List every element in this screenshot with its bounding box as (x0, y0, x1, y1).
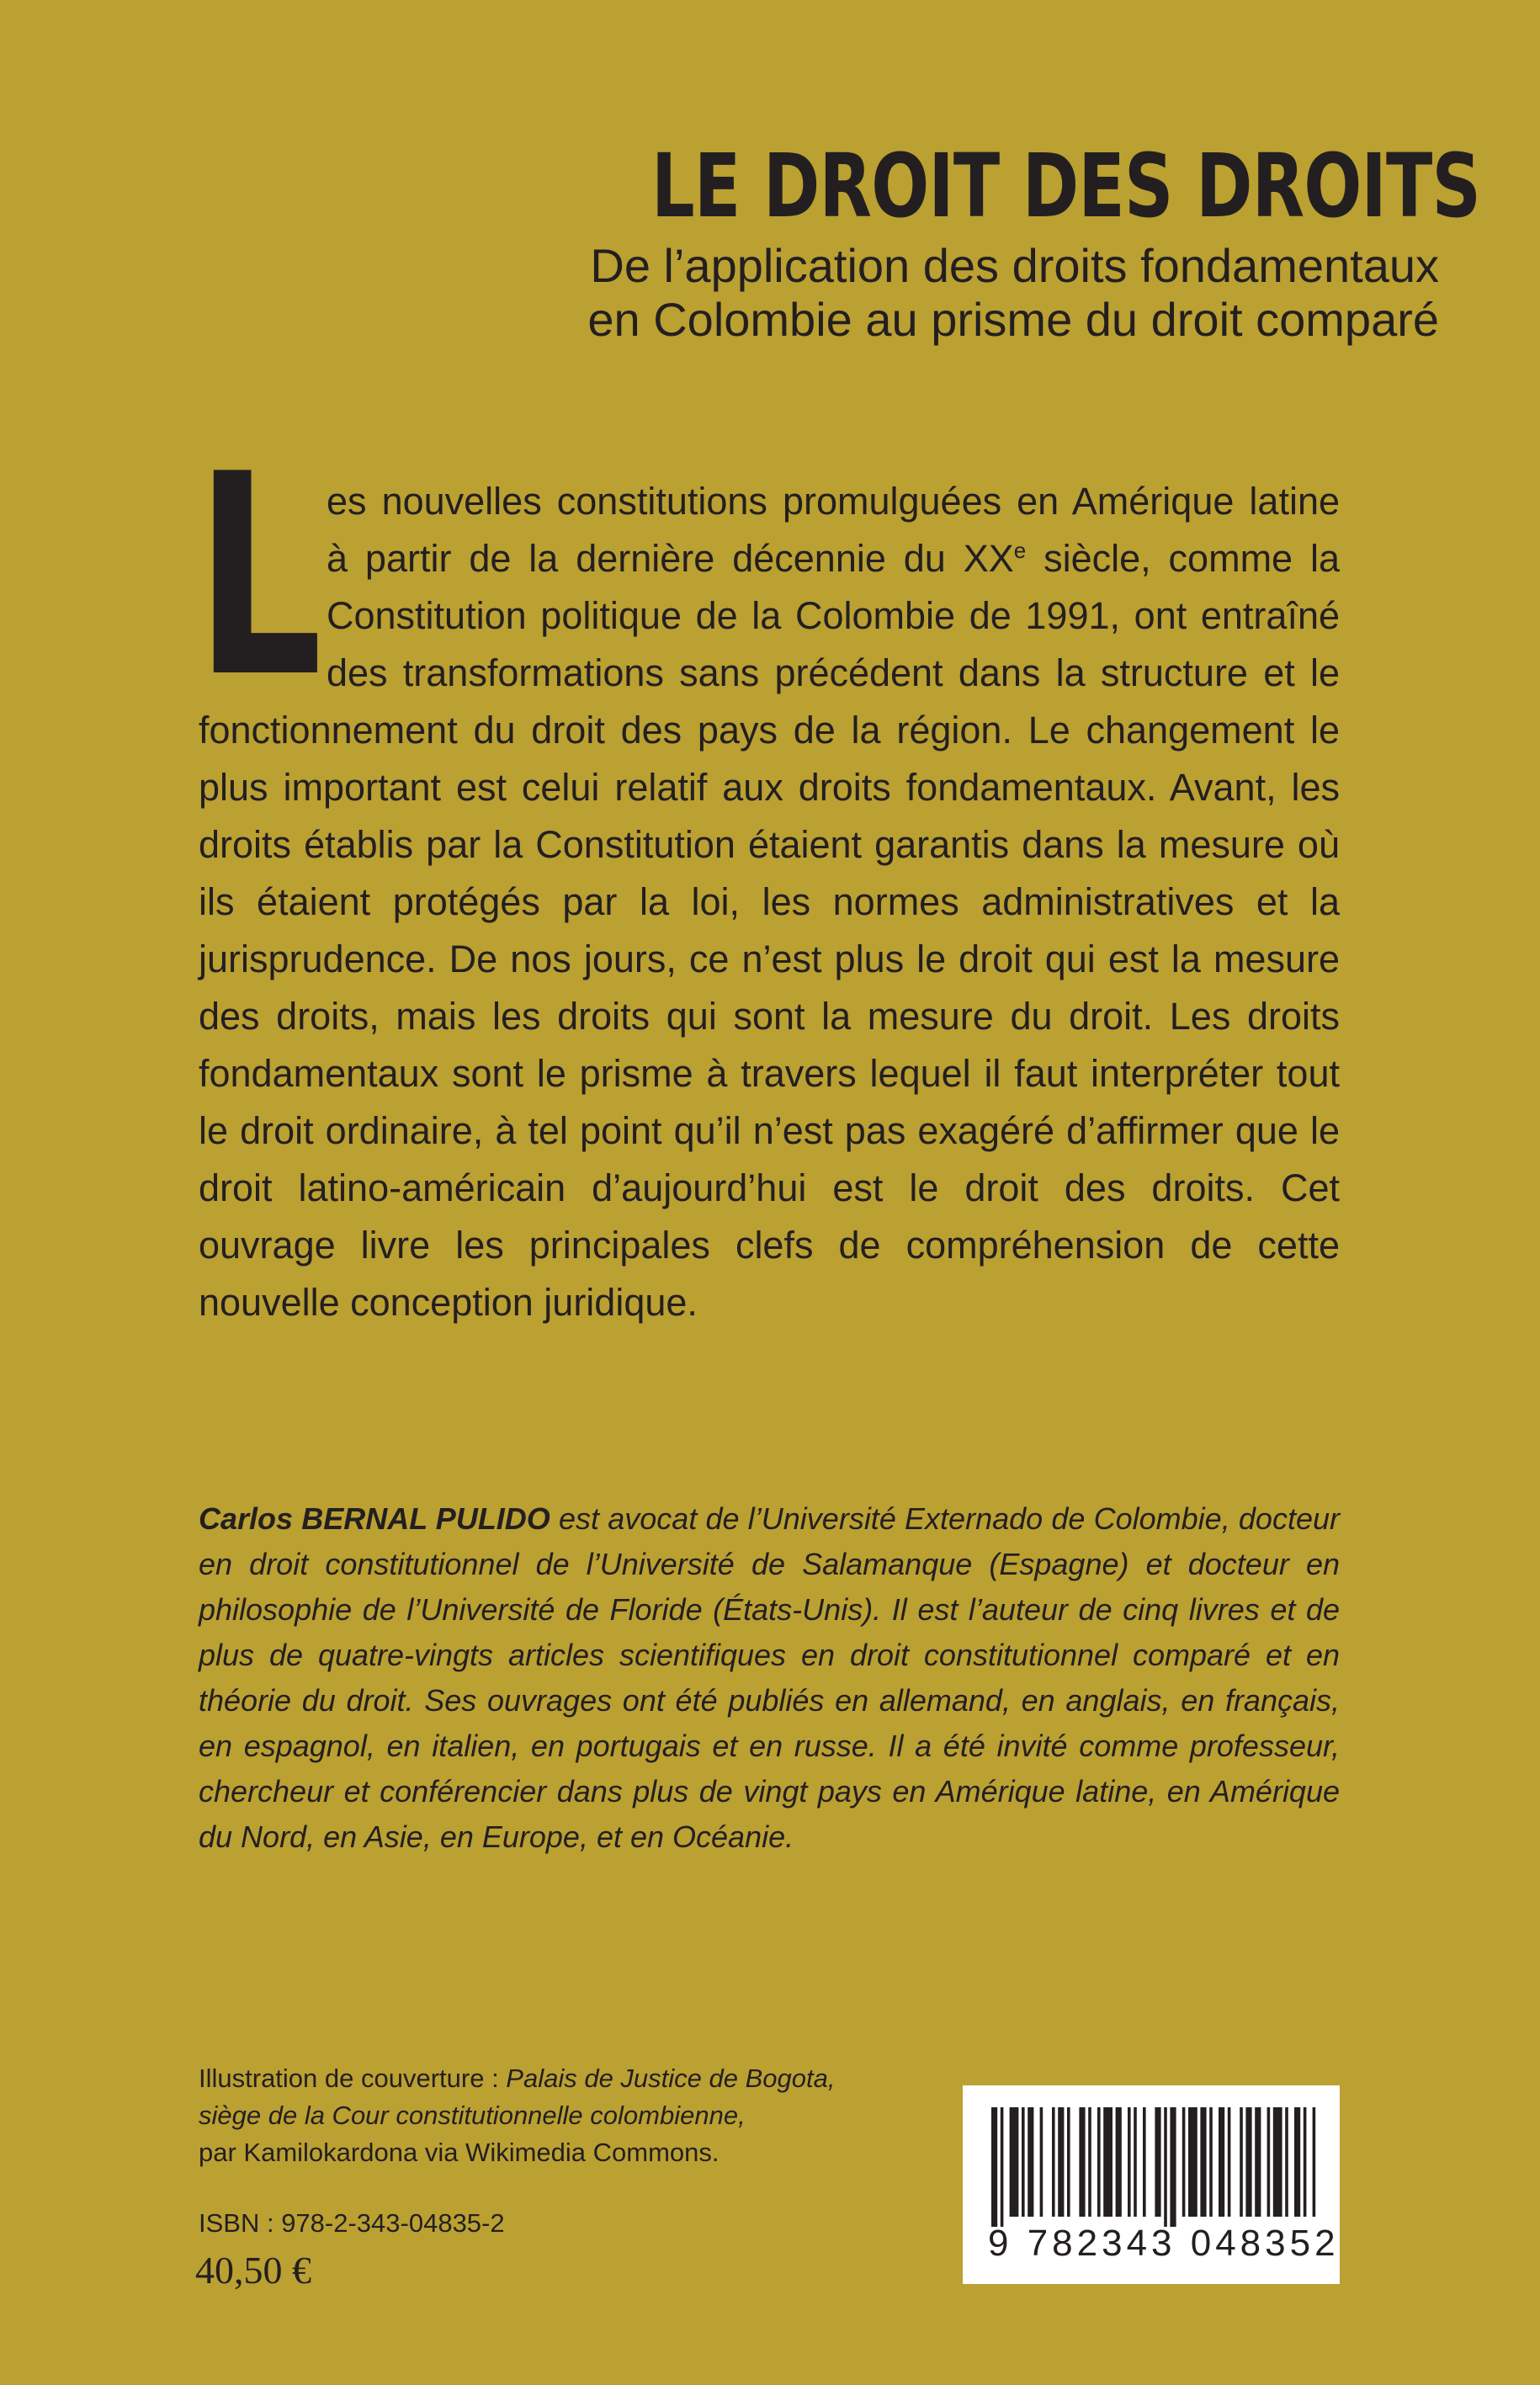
barcode-bar (1209, 2107, 1213, 2217)
book-subtitle-line-1: De l’application des droits fondamentaux (590, 239, 1439, 293)
barcode-bar (1240, 2107, 1243, 2217)
barcode-bar (1294, 2107, 1300, 2217)
barcode-bar (1245, 2107, 1251, 2217)
author-name: Carlos BERNAL PULIDO (199, 1501, 550, 1536)
barcode-bar (1304, 2107, 1307, 2217)
credits-line-3: par Kamilokardona via Wikimedia Commons. (199, 2138, 720, 2167)
barcode-bar (1022, 2107, 1025, 2217)
barcode-bar (1103, 2107, 1113, 2217)
barcode-bar (1088, 2107, 1091, 2217)
century-superscript: e (1013, 538, 1027, 563)
barcode-bar (1128, 2107, 1131, 2217)
barcode-bar (1170, 2107, 1176, 2227)
title-block (429, 135, 1481, 347)
drop-cap: L (195, 415, 323, 738)
summary-paragraph (199, 473, 1340, 1331)
author-bio (199, 1496, 1340, 1860)
author-bio-text: est avocat de l’Université Externado de Colombie, docteur en droit constitutionnel de l’Université de Salamanque (Espagne) et docteur en philosophie de l’Université de Floride (États-Unis). Il est l’auteur de cinq livres et de plus de quatre-vingts articles scientifiques en droit constitutionnel comparé et en théorie du droit. Ses ouvrages ont été publiés en allemand, en anglais, en français, en espagnol, en italien, en portugais et en russe. Il a été invité comme professeur, chercheur et conférencier dans plus de vingt pays en Amérique latine, en Amérique du Nord, en Asie, en Europe, et en Océanie. (199, 1501, 1340, 1854)
barcode-bar (1134, 2107, 1137, 2217)
summary-part-2: siècle, comme la Constitution politique de la Colombie de 1991, ont entraîné des transformations sans précédent dans la structure et le fonctionnement du droit des pays de la région. Le changement le plus important est celui relatif aux droits fondamentaux. Avant, les droits établis par la Constitution étaient garantis dans la mesure où ils étaient protégés par la loi, les normes administratives et la jurisprudence. De nos jours, ce n’est plus le droit qui est la mesure des droits, mais les droits qui sont la mesure du droit. Les droits fondamentaux sont le prisme à travers lequel il faut interpréter tout le droit ordinaire, à tel point qu’il n’est pas exagéré d’affirmer que le droit latino-américain d’aujourd’hui est le droit des droits. Cet ouvrage livre les principales clefs de compréhension de cette nouvelle conception juridique. (199, 537, 1341, 1324)
barcode-bar (1040, 2107, 1043, 2217)
barcode-bar (1155, 2107, 1160, 2217)
barcode-bar (1010, 2107, 1019, 2217)
barcode-bar (1001, 2107, 1004, 2227)
barcode-bar (1219, 2107, 1224, 2217)
author-bio-paragraph (199, 1496, 1340, 1860)
barcode-bar (1079, 2107, 1085, 2217)
barcode-bar (1143, 2107, 1146, 2217)
barcode (963, 2085, 1340, 2284)
summary-part-1: es nouvelles constitutions promulguées en Amérique latine à partir de la dernière décennie du XX (327, 480, 1340, 580)
barcode-bar (1188, 2107, 1197, 2217)
price: 40,50 € (195, 2249, 311, 2292)
summary-text (195, 415, 1341, 1331)
barcode-bar (1067, 2107, 1070, 2217)
barcode-bar (1028, 2107, 1033, 2217)
barcode-bar (1200, 2107, 1206, 2217)
book-title: LE DROIT DES DROITS (651, 135, 1481, 237)
credits-italic-1: Palais de Justice de Bogota, (506, 2064, 836, 2093)
barcode-bar (1164, 2107, 1167, 2227)
barcode-bar (1228, 2107, 1231, 2217)
credits-italic-2: siège de la Cour constitutionnelle colombienne, (199, 2101, 746, 2130)
credits-label: Illustration de couverture : (199, 2064, 507, 2093)
barcode-bar (1097, 2107, 1101, 2217)
illustration-credits (199, 2060, 838, 2171)
credits-line-1 (199, 2060, 838, 2097)
barcode-bar (1255, 2107, 1261, 2217)
barcode-bar (1285, 2107, 1288, 2217)
barcode-bar (1273, 2107, 1282, 2217)
barcode-bar (991, 2107, 997, 2227)
barcode-bar (1052, 2107, 1055, 2217)
barcode-digits: 9 782343 048352 (988, 2223, 1340, 2264)
barcode-bar (1267, 2107, 1271, 2217)
barcode-bar (1313, 2107, 1316, 2217)
book-subtitle-line-2: en Colombie au prisme du droit comparé (587, 293, 1439, 347)
barcode-bar (1058, 2107, 1064, 2217)
barcode-bar (1116, 2107, 1122, 2217)
barcode-bars-icon (991, 2107, 1318, 2227)
isbn: ISBN : 978-2-343-04835-2 (199, 2208, 505, 2238)
barcode-bar (1182, 2107, 1186, 2217)
